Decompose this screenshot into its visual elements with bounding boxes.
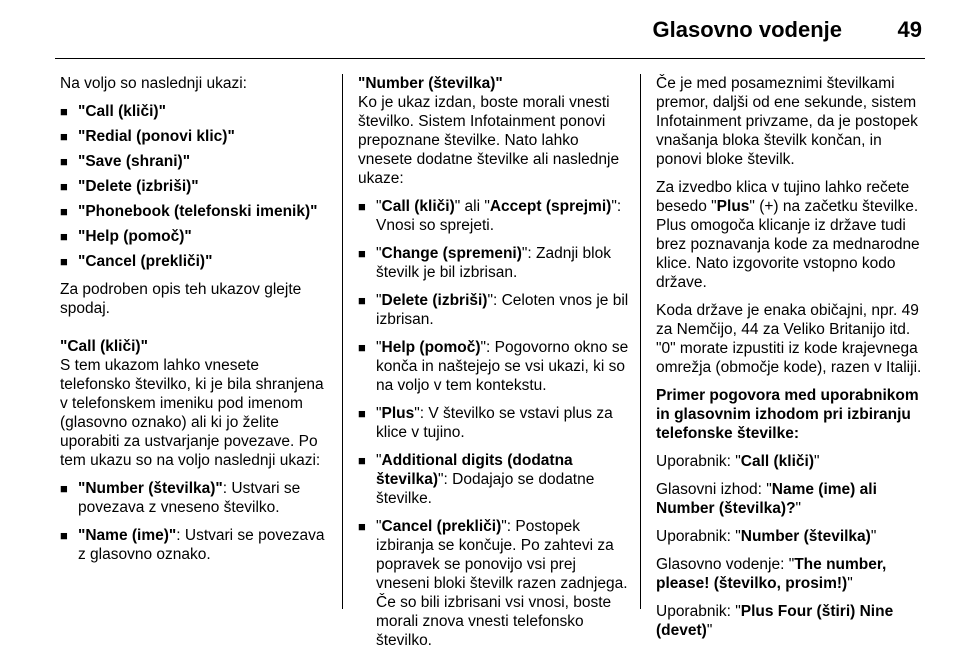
list-item: ■ "Phonebook (telefonski imenik)" <box>60 202 330 221</box>
column-1 <box>60 74 330 573</box>
outro-text: Za podroben opis teh ukazov glejte spodaj. <box>60 281 302 317</box>
dialogue-line: Uporabnik: "Number (številka)" <box>656 528 877 545</box>
list-item: ■ "Change (spremeni)": Zadnji blok številk je bil izbrisan. <box>358 244 630 282</box>
page-title: Glasovno vodenje <box>652 17 842 42</box>
option-list <box>60 479 330 564</box>
column-divider-2 <box>640 74 641 609</box>
list-item: ■ "Call (kliči)" <box>60 102 330 121</box>
intro-text: Na voljo so naslednji ukazi: <box>60 75 247 92</box>
paragraph: Koda države je enaka običajni, npr. 49 za Nemčijo, 44 za Veliko Britanijo itd. "0" morate izpustiti iz kode krajevnega omrežja (območje kode), razen v Italiji. <box>656 302 922 376</box>
command-list <box>60 102 330 271</box>
list-item: ■ "Name (ime)": Ustvari se povezava z glasovno oznako. <box>60 526 330 564</box>
section-heading: "Call (kliči)" <box>60 338 148 355</box>
list-item: ■ "Cancel (prekliči)" <box>60 252 330 271</box>
column-divider-1 <box>342 74 343 609</box>
list-item: ■ "Help (pomoč)" <box>60 227 330 246</box>
option-list <box>358 197 630 650</box>
example-heading: Primer pogovora med uporabnikom in glasovnim izhodom pri izbiranju telefonske številke: <box>656 387 919 442</box>
list-item: ■ "Redial (ponovi klic)" <box>60 127 330 146</box>
column-3 <box>656 74 928 649</box>
dialogue-line: Uporabnik: "Call (kliči)" <box>656 453 820 470</box>
column-2 <box>358 74 630 659</box>
list-item: ■ "Additional digits (dodatna številka)": Dodajajo se dodatne številke. <box>358 451 630 508</box>
list-item: ■ "Delete (izbriši)": Celoten vnos je bil izbrisan. <box>358 291 630 329</box>
list-item: ■ "Number (številka)": Ustvari se povezava z vneseno številko. <box>60 479 330 517</box>
list-item: ■ "Plus": V številko se vstavi plus za klice v tujino. <box>358 404 630 442</box>
paragraph: Za izvedbo klica v tujino lahko rečete besedo "Plus" (+) na začetku številke. Plus omogoča klicanje iz države tudi brez poznavanja kode za mednarodne klice. Nato izgovorite vstopno kodo države. <box>656 179 920 291</box>
header-divider <box>55 58 925 59</box>
dialogue-line: Glasovni izhod: "Name (ime) ali Number (številka)?" <box>656 481 877 517</box>
list-item: ■ "Save (shrani)" <box>60 152 330 171</box>
dialogue-line: Glasovno vodenje: "The number, please! (številko, prosim!)" <box>656 556 887 592</box>
section-body: S tem ukazom lahko vnesete telefonsko številko, ki je bila shranjena v telefonskem imeniku pod imenom (glasovno oznako) ali ki jo želite uporabiti za ustvarjanje povezave. Po tem ukazu so na voljo naslednji ukazi: <box>60 357 324 469</box>
section-heading: "Number (številka)" <box>358 75 503 92</box>
list-item: ■ "Cancel (prekliči)": Postopek izbiranja se končuje. Po zahtevi za popravek se ponovijo vsi prej vneseni bloki številk razen zadnjega. Če so bili izbrisani vsi vnosi, boste morali znova vnesti telefonsko številko. <box>358 517 630 650</box>
page-number: 49 <box>897 17 922 42</box>
list-item: ■ "Call (kliči)" ali "Accept (sprejmi)": Vnosi so sprejeti. <box>358 197 630 235</box>
page-header <box>0 0 960 58</box>
dialogue-line: Uporabnik: "Plus Four (štiri) Nine (devet)" <box>656 603 894 639</box>
list-item: ■ "Help (pomoč)": Pogovorno okno se konča in naštejejo se vsi ukazi, ki so na voljo v tem kontekstu. <box>358 338 630 395</box>
list-item: ■ "Delete (izbriši)" <box>60 177 330 196</box>
paragraph: Če je med posameznimi številkami premor, daljši od ene sekunde, sistem Infotainment privzame, da je postopek vnašanja bloka številk končan, in ponovi bloke številk. <box>656 75 918 168</box>
section-body: Ko je ukaz izdan, boste morali vnesti številko. Sistem Infotainment ponovi prepoznane številke. Nato lahko vnesete dodatne številke ali naslednje ukaze: <box>358 94 620 187</box>
